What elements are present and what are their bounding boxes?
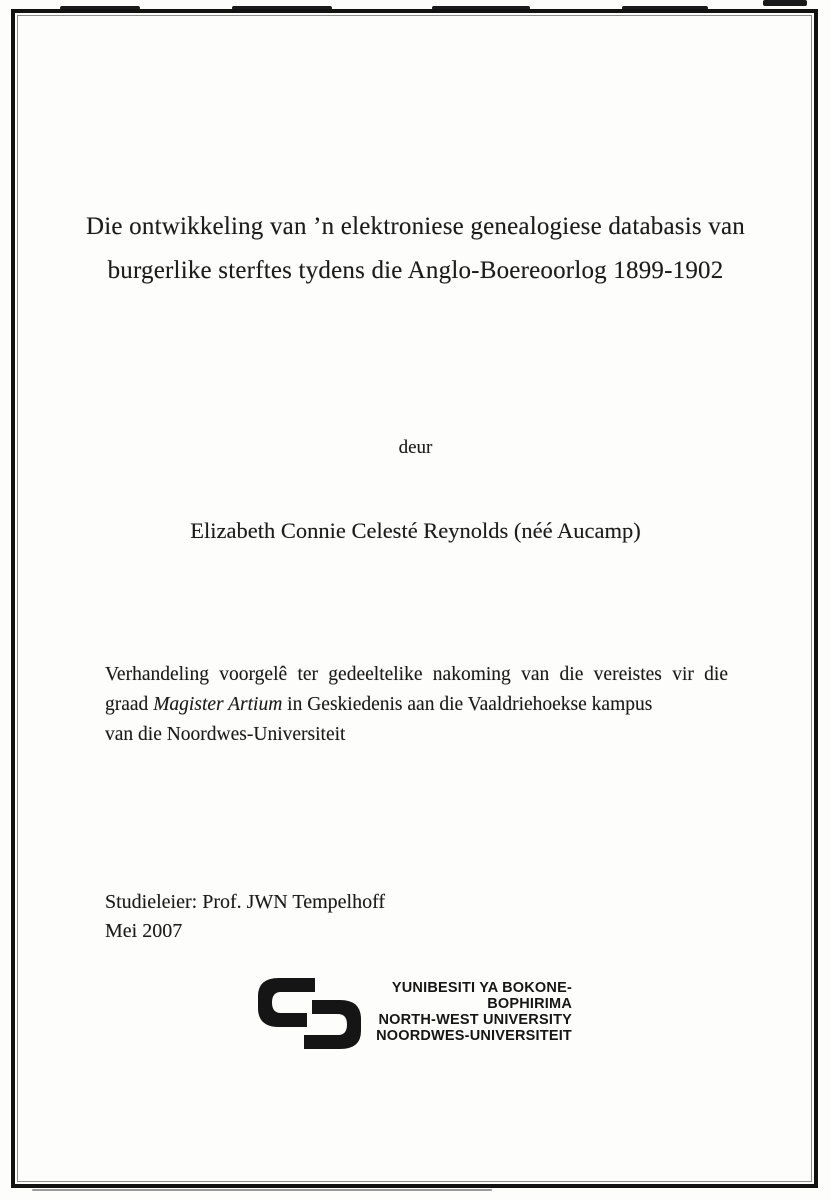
logo-text-line-2: NORTH-WEST UNIVERSITY	[378, 1012, 572, 1028]
statement-line-3: van die Noordwes-Universiteit	[105, 724, 346, 745]
byline-deur: deur	[398, 437, 433, 458]
nwu-logo-text	[316, 980, 572, 1044]
logo-text-line-3: NOORDWES-UNIVERSITEIT	[376, 1028, 572, 1044]
scan-artifact	[32, 1189, 492, 1191]
author-name: Elizabeth Connie Celesté Reynolds (néé Aucamp)	[190, 518, 641, 543]
date-line: Mei 2007	[105, 920, 183, 942]
thesis-title-line-2: burgerlike sterftes tydens die Anglo-Boereoorlog 1899-1902	[107, 257, 724, 284]
supervisor-line: Studieleier: Prof. JWN Tempelhoff	[105, 891, 386, 913]
thesis-title-line-1: Die ontwikkeling van ’n elektroniese genealogiese databasis van	[86, 213, 745, 240]
logo-text-line-1: YUNIBESITI YA BOKONE-BOPHIRIMA	[391, 980, 572, 1012]
statement-line-1: Verhandeling voorgelê ter gedeeltelike nakoming van die vereistes vir die	[105, 664, 728, 685]
submission-statement	[105, 660, 728, 750]
statement-line-2-post: in Geskiedenis aan die Vaaldriehoekse kampus	[282, 694, 653, 715]
scan-artifact	[763, 0, 807, 6]
supervisor-block	[105, 888, 385, 946]
statement-line-2-pre: graad	[105, 694, 154, 715]
statement-line-2	[105, 690, 728, 720]
degree-name-italic: Magister Artium	[153, 694, 283, 715]
thesis-title	[52, 205, 779, 293]
